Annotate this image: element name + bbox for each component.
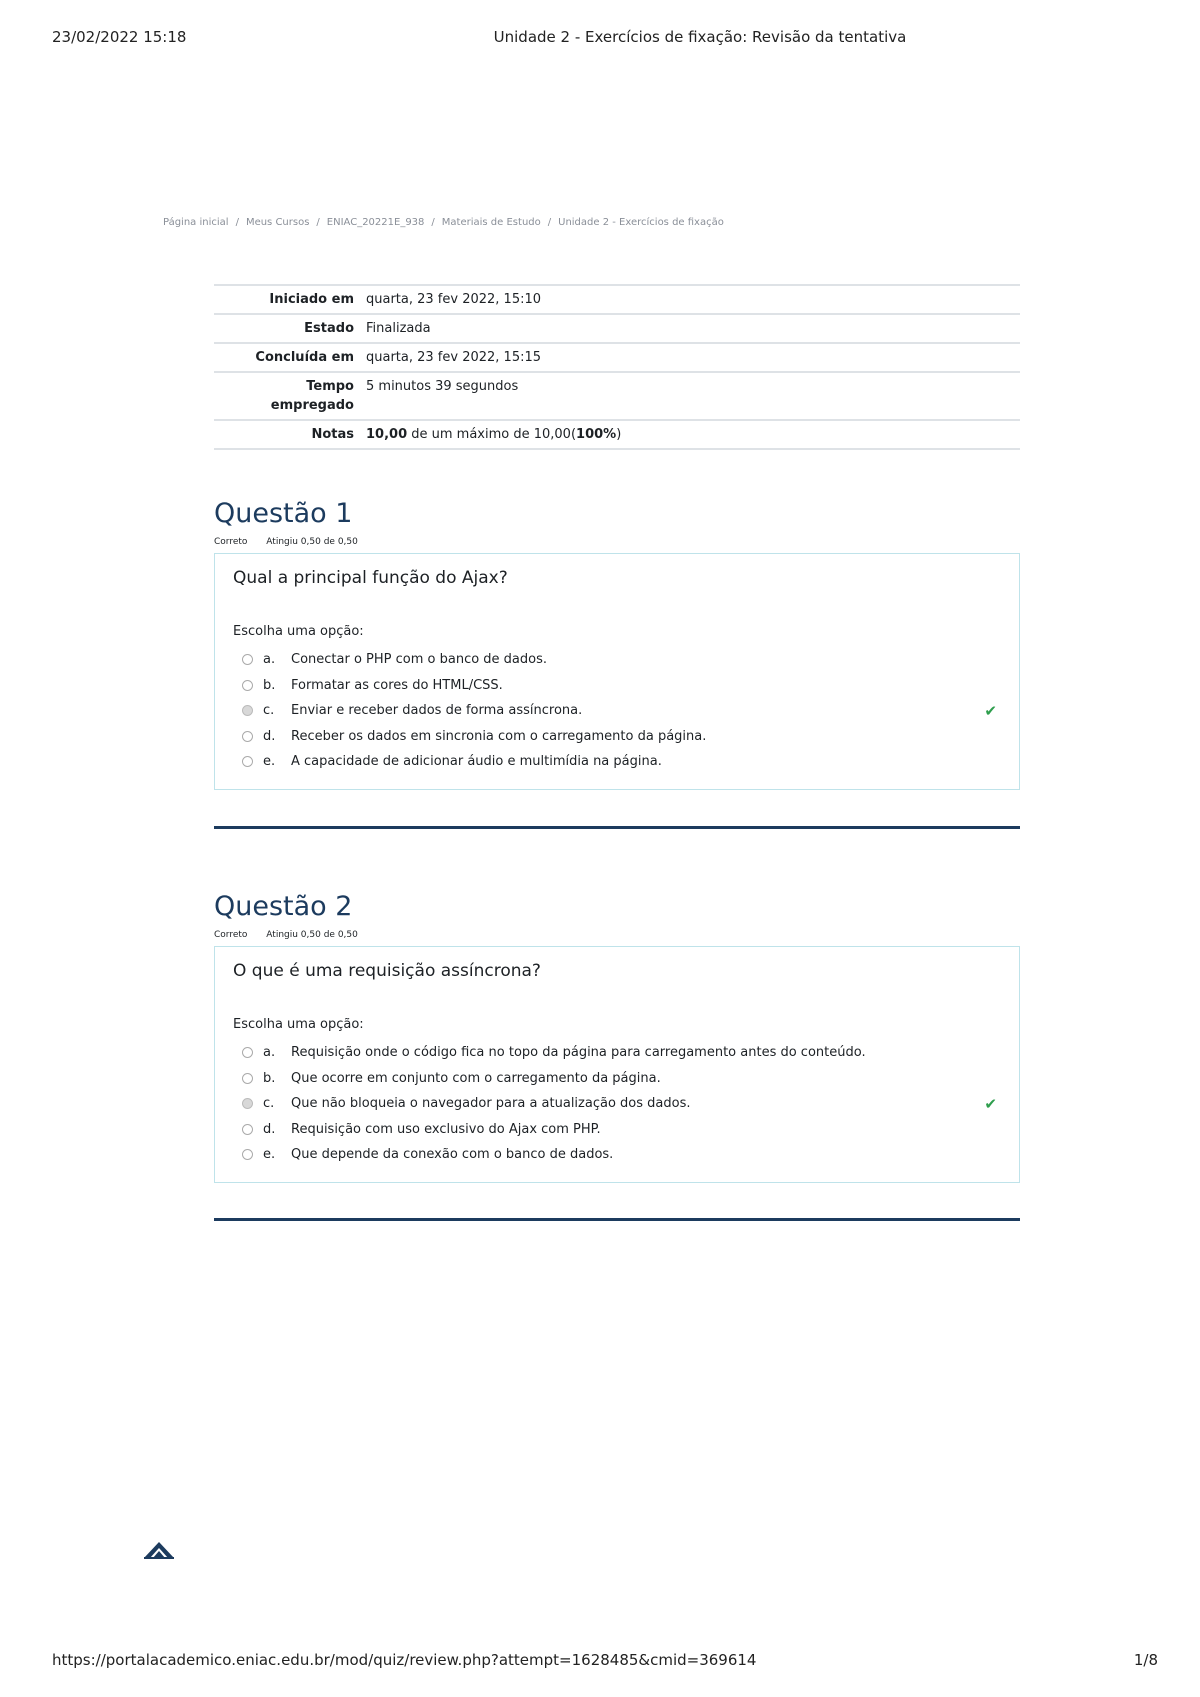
option-text: Que depende da conexão com o banco de dados. [291, 1147, 614, 1163]
option-text: Conectar o PHP com o banco de dados. [291, 652, 548, 668]
print-page-title: Unidade 2 - Exercícios de fixação: Revisão da tentativa [493, 28, 907, 46]
question-prompt: Escolha uma opção: [233, 1017, 364, 1032]
option-letter: d. [263, 728, 276, 744]
print-datetime: 23/02/2022 15:18 [52, 28, 187, 46]
option-text: Receber os dados em sincronia com o carregamento da página. [291, 728, 707, 744]
question-divider [214, 826, 1020, 829]
question-status: Correto [214, 537, 248, 547]
answer-options [233, 647, 1001, 775]
option-text: Enviar e receber dados de forma assíncrona. [291, 703, 583, 719]
summary-row-completed [214, 343, 1020, 372]
completed-value: quarta, 23 fev 2022, 15:15 [360, 343, 1020, 372]
check-icon: ✔ [984, 1094, 997, 1113]
time-label [214, 372, 360, 420]
breadcrumb-separator: / [316, 217, 320, 228]
option-letter: c. [263, 1096, 275, 1112]
option-text: Que ocorre em conjunto com o carregamento da página. [291, 1070, 661, 1086]
question-prompt: Escolha uma opção: [233, 624, 364, 639]
question-meta [214, 930, 1020, 944]
question-mark: Atingiu 0,50 de 0,50 [266, 537, 358, 547]
state-value: Finalizada [360, 314, 1020, 343]
breadcrumb [163, 217, 724, 228]
question-meta [214, 537, 1020, 551]
radio-button[interactable] [242, 731, 253, 742]
grade-label: Notas [214, 420, 360, 449]
answer-option-c[interactable] [233, 698, 1001, 724]
answer-option-c[interactable] [233, 1091, 1001, 1117]
question-status: Correto [214, 930, 248, 940]
breadcrumb-course[interactable]: ENIAC_20221E_938 [326, 217, 425, 228]
print-header [0, 28, 1200, 52]
radio-button[interactable] [242, 1124, 253, 1135]
option-text: A capacidade de adicionar áudio e multimídia na página. [291, 754, 662, 770]
attempt-summary-table [214, 284, 1020, 450]
answer-option-a[interactable] [233, 647, 1001, 673]
time-label-line-2: empregado [270, 398, 354, 413]
radio-button[interactable] [242, 680, 253, 691]
option-text: Requisição com uso exclusivo do Ajax com PHP. [291, 1121, 601, 1137]
question-title: Questão 1 [214, 498, 353, 529]
question-content-box [214, 553, 1020, 790]
radio-button[interactable] [242, 1149, 253, 1160]
summary-row-started [214, 285, 1020, 314]
answer-option-e[interactable] [233, 1142, 1001, 1168]
answer-option-b[interactable] [233, 673, 1001, 699]
started-label: Iniciado em [214, 285, 360, 314]
answer-option-d[interactable] [233, 724, 1001, 750]
check-icon: ✔ [984, 701, 997, 720]
summary-row-grade [214, 420, 1020, 449]
radio-button[interactable] [242, 654, 253, 665]
radio-button[interactable] [242, 756, 253, 767]
option-letter: e. [263, 754, 276, 770]
grade-percent: 100% [576, 427, 617, 442]
print-url: https://portalacademico.eniac.edu.br/mod/quiz/review.php?attempt=1628485&cmid=369614 [52, 1651, 757, 1669]
answer-option-b[interactable] [233, 1066, 1001, 1092]
question-text: O que é uma requisição assíncrona? [233, 961, 541, 981]
answer-option-e[interactable] [233, 749, 1001, 775]
option-letter: b. [263, 677, 276, 693]
answer-option-a[interactable] [233, 1040, 1001, 1066]
question-1 [214, 497, 1020, 790]
breadcrumb-separator: / [235, 217, 239, 228]
time-value: 5 minutos 39 segundos [360, 372, 1020, 420]
radio-button[interactable] [242, 1073, 253, 1084]
option-letter: d. [263, 1121, 276, 1137]
eniac-logo-icon [144, 1540, 174, 1560]
summary-row-time [214, 372, 1020, 420]
breadcrumb-current[interactable]: Unidade 2 - Exercícios de fixação [558, 217, 724, 228]
breadcrumb-separator: / [431, 217, 435, 228]
option-letter: b. [263, 1070, 276, 1086]
option-letter: c. [263, 703, 275, 719]
breadcrumb-separator: / [547, 217, 552, 228]
grade-text: de um máximo de 10,00( [407, 427, 577, 442]
breadcrumb-my-courses[interactable]: Meus Cursos [245, 217, 310, 228]
question-text: Qual a principal função do Ajax? [233, 568, 508, 588]
breadcrumb-materials[interactable]: Materiais de Estudo [441, 217, 541, 228]
state-label: Estado [214, 314, 360, 343]
option-letter: e. [263, 1147, 276, 1163]
radio-button-selected[interactable] [242, 1098, 253, 1109]
option-letter: a. [263, 652, 276, 668]
started-value: quarta, 23 fev 2022, 15:10 [360, 285, 1020, 314]
question-mark: Atingiu 0,50 de 0,50 [266, 930, 358, 940]
summary-row-state [214, 314, 1020, 343]
radio-button[interactable] [242, 1047, 253, 1058]
answer-options [233, 1040, 1001, 1168]
grade-value [360, 420, 1020, 449]
print-page-count: 1/8 [1133, 1651, 1158, 1669]
question-content-box [214, 946, 1020, 1183]
radio-button-selected[interactable] [242, 705, 253, 716]
option-letter: a. [263, 1045, 276, 1061]
answer-option-d[interactable] [233, 1117, 1001, 1143]
grade-score: 10,00 [366, 427, 408, 442]
print-footer [0, 1651, 1200, 1675]
question-2 [214, 890, 1020, 1183]
option-text: Formatar as cores do HTML/CSS. [291, 677, 503, 693]
question-divider [214, 1218, 1020, 1221]
option-text: Que não bloqueia o navegador para a atualização dos dados. [291, 1096, 691, 1112]
grade-close: ) [616, 427, 622, 442]
option-text: Requisição onde o código fica no topo da página para carregamento antes do conteúdo. [291, 1045, 866, 1061]
time-label-line-1: Tempo [306, 379, 354, 394]
breadcrumb-home[interactable]: Página inicial [163, 217, 229, 228]
question-title: Questão 2 [214, 891, 353, 922]
completed-label: Concluída em [214, 343, 360, 372]
